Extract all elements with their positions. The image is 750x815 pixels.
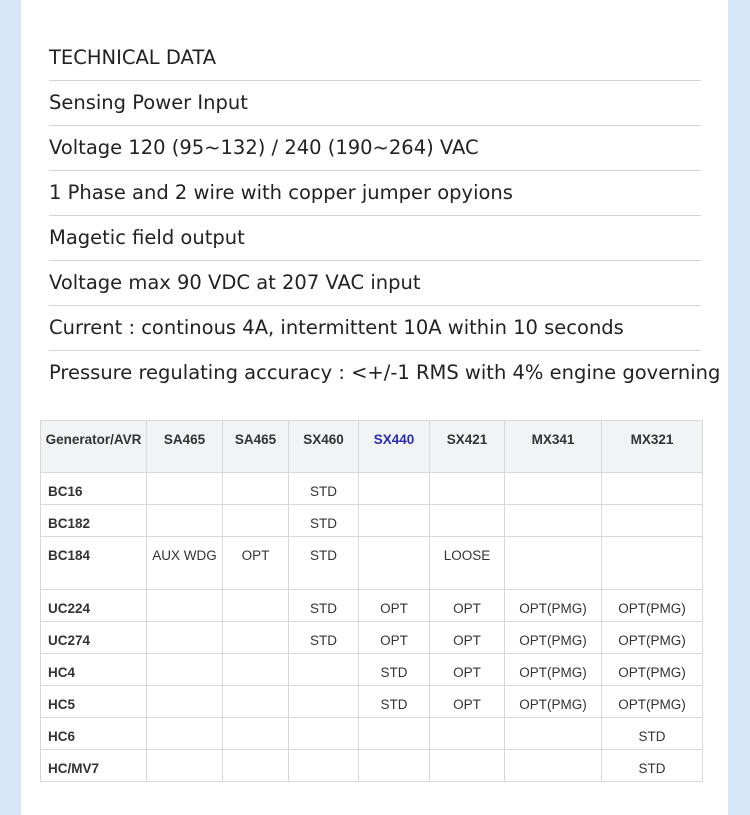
table-cell: OPT(PMG) [505, 686, 602, 718]
table-cell: OPT(PMG) [602, 590, 703, 622]
table-cell: OPT [430, 686, 505, 718]
row-header-cell: HC6 [41, 718, 147, 750]
table-row [41, 654, 703, 686]
table-row [41, 750, 703, 782]
table-cell [430, 750, 505, 782]
header-cell-link[interactable]: SX440 [359, 421, 430, 473]
table-row [41, 473, 703, 505]
row-header-cell: BC184 [41, 537, 147, 590]
table-cell: STD [602, 718, 703, 750]
table-cell: OPT(PMG) [602, 654, 703, 686]
table-cell [602, 537, 703, 590]
table-row [41, 718, 703, 750]
header-cell: SA465 [223, 421, 289, 473]
table-cell [359, 537, 430, 590]
row-header-cell: HC4 [41, 654, 147, 686]
table-cell [147, 622, 223, 654]
compatibility-table-wrapper [40, 420, 703, 782]
generator-avr-table [40, 420, 703, 782]
table-cell: OPT [430, 590, 505, 622]
table-cell [223, 473, 289, 505]
header-cell: SA465 [147, 421, 223, 473]
table-cell [505, 750, 602, 782]
table-cell [147, 473, 223, 505]
table-cell: OPT(PMG) [505, 622, 602, 654]
table-cell: OPT(PMG) [505, 590, 602, 622]
row-header-cell: BC182 [41, 505, 147, 537]
spec-item: Pressure regulating accuracy : <+/-1 RMS with 4% engine governing [49, 361, 721, 384]
spec-item: Current : continous 4A, intermittent 10A within 10 seconds [49, 306, 701, 351]
table-cell: STD [289, 622, 359, 654]
table-cell: AUX WDG [147, 537, 223, 590]
header-cell: MX341 [505, 421, 602, 473]
table-cell: OPT(PMG) [602, 622, 703, 654]
table-cell [430, 718, 505, 750]
table-cell [602, 505, 703, 537]
table-cell: STD [289, 537, 359, 590]
table-cell [359, 750, 430, 782]
table-row [41, 505, 703, 537]
table-cell [505, 718, 602, 750]
spec-item: Voltage max 90 VDC at 207 VAC input [49, 261, 701, 306]
table-cell [223, 590, 289, 622]
table-row [41, 622, 703, 654]
table-cell [223, 505, 289, 537]
table-cell [289, 654, 359, 686]
table-cell: STD [359, 654, 430, 686]
table-body [41, 473, 703, 782]
table-cell [223, 622, 289, 654]
row-header-cell: HC5 [41, 686, 147, 718]
table-cell [430, 505, 505, 537]
table-cell [147, 505, 223, 537]
table-cell: STD [289, 473, 359, 505]
table-cell [147, 686, 223, 718]
spec-item: Magetic field output [49, 216, 701, 261]
table-cell: OPT [223, 537, 289, 590]
table-cell [223, 718, 289, 750]
table-row [41, 686, 703, 718]
spec-item: Voltage 120 (95~132) / 240 (190~264) VAC [49, 126, 701, 171]
table-cell: STD [602, 750, 703, 782]
table-cell [147, 750, 223, 782]
table-cell [359, 718, 430, 750]
table-cell [289, 750, 359, 782]
table-cell [289, 718, 359, 750]
header-cell: SX421 [430, 421, 505, 473]
table-cell: STD [359, 686, 430, 718]
table-cell: OPT [359, 622, 430, 654]
table-cell [223, 750, 289, 782]
table-cell [359, 473, 430, 505]
table-cell [223, 654, 289, 686]
header-cell: SX460 [289, 421, 359, 473]
table-cell: STD [289, 590, 359, 622]
table-cell [223, 686, 289, 718]
table-cell [147, 654, 223, 686]
table-cell [505, 537, 602, 590]
table-cell: OPT(PMG) [505, 654, 602, 686]
table-cell: STD [289, 505, 359, 537]
table-header-row [41, 421, 703, 473]
spec-item: 1 Phase and 2 wire with copper jumper opyions [49, 171, 701, 216]
content-card [21, 0, 728, 815]
table-cell [359, 505, 430, 537]
header-cell: MX321 [602, 421, 703, 473]
table-cell [289, 686, 359, 718]
table-cell: OPT [359, 590, 430, 622]
table-row [41, 537, 703, 590]
technical-data-list [49, 36, 721, 395]
table-cell: LOOSE [430, 537, 505, 590]
row-header-cell: UC224 [41, 590, 147, 622]
table-cell: OPT(PMG) [602, 686, 703, 718]
spec-heading: TECHNICAL DATA [49, 36, 701, 81]
table-cell [147, 590, 223, 622]
table-row [41, 590, 703, 622]
table-cell: OPT [430, 622, 505, 654]
table-cell [147, 718, 223, 750]
header-cell: Generator/AVR [41, 421, 147, 473]
spec-item: Sensing Power Input [49, 81, 701, 126]
table-cell [505, 505, 602, 537]
table-cell [505, 473, 602, 505]
row-header-cell: UC274 [41, 622, 147, 654]
table-cell [602, 473, 703, 505]
table-cell [430, 473, 505, 505]
row-header-cell: BC16 [41, 473, 147, 505]
table-cell: OPT [430, 654, 505, 686]
row-header-cell: HC/MV7 [41, 750, 147, 782]
